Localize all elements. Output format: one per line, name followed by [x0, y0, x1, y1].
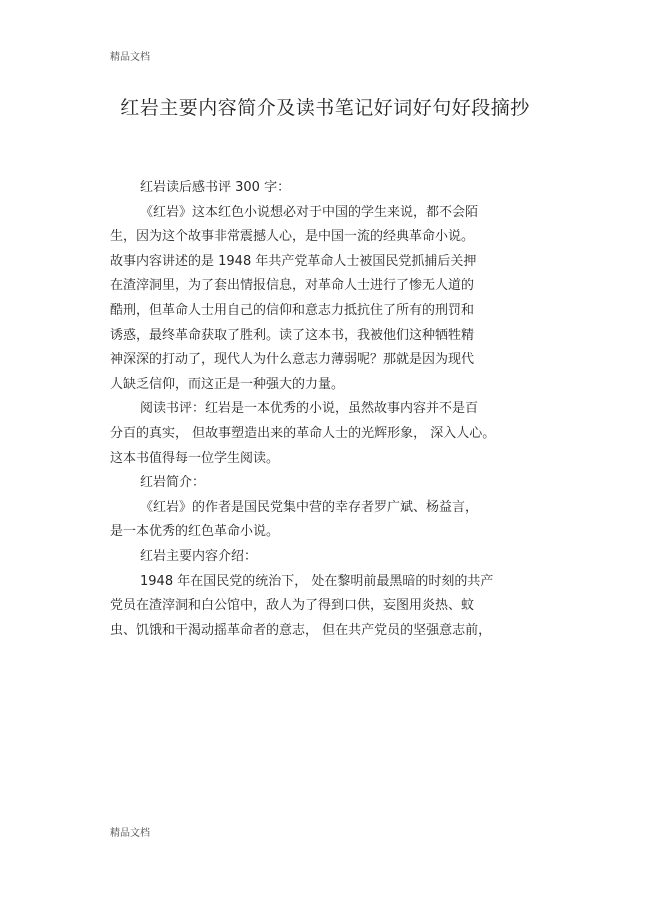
- text-line: 1948 年在国民党的统治下， 处在黎明前最黑暗的时刻的共产: [140, 573, 494, 589]
- text-line: 这本书值得每一位学生阅读。: [110, 450, 280, 466]
- document-title: 红岩主要内容简介及读书笔记好词好句好段摘抄: [120, 97, 530, 119]
- page-footer-label: 精品文档: [110, 828, 150, 839]
- text-line: 神深深的打动了，现代人为什么意志力薄弱呢？那就是因为现代: [110, 352, 475, 368]
- text-line: 党员在渣滓洞和白公馆中，敌人为了得到口供，妄图用炎热、蚊: [110, 598, 475, 614]
- text-line: 酷刑，但革命人士用自己的信仰和意志力抵抗住了所有的刑罚和: [110, 302, 475, 318]
- text-line: 在渣滓洞里，为了套出情报信息，对革命人士进行了惨无人道的: [110, 278, 475, 294]
- page-header-label: 精品文档: [110, 52, 150, 63]
- text-line: 红岩读后感书评 300 字：: [140, 180, 291, 195]
- text-line: 人缺乏信仰，而这正是一种强大的力量。: [110, 376, 345, 392]
- text-line: 诱惑，最终革命获取了胜利。读了这本书，我被他们这种牺牲精: [110, 327, 475, 343]
- text-line: 《红岩》这本红色小说想必对于中国的学生来说，都不会陌: [140, 204, 479, 220]
- text-line: 红岩简介：: [140, 475, 206, 491]
- text-line: 分百的真实， 但故事塑造出来的革命人士的光辉形象， 深入人心。: [110, 425, 496, 441]
- text-line: 阅读书评：红岩是一本优秀的小说，虽然故事内容并不是百: [140, 401, 479, 417]
- text-line: 故事内容讲述的是 1948 年共产党革命人士被国民党抓捕后关押: [110, 253, 477, 269]
- text-line: 《红岩》的作者是国民党集中营的幸存者罗广斌、杨益言，: [140, 499, 479, 515]
- text-line: 是一本优秀的红色革命小说。: [110, 524, 280, 540]
- text-line: 虫、饥饿和干渴动摇革命者的意志， 但在共产党员的坚强意志前，: [110, 622, 492, 638]
- text-line: 生，因为这个故事非常震撼人心，是中国一流的经典革命小说。: [110, 229, 475, 245]
- body-text: [110, 176, 540, 643]
- text-line: 红岩主要内容介绍：: [140, 548, 258, 564]
